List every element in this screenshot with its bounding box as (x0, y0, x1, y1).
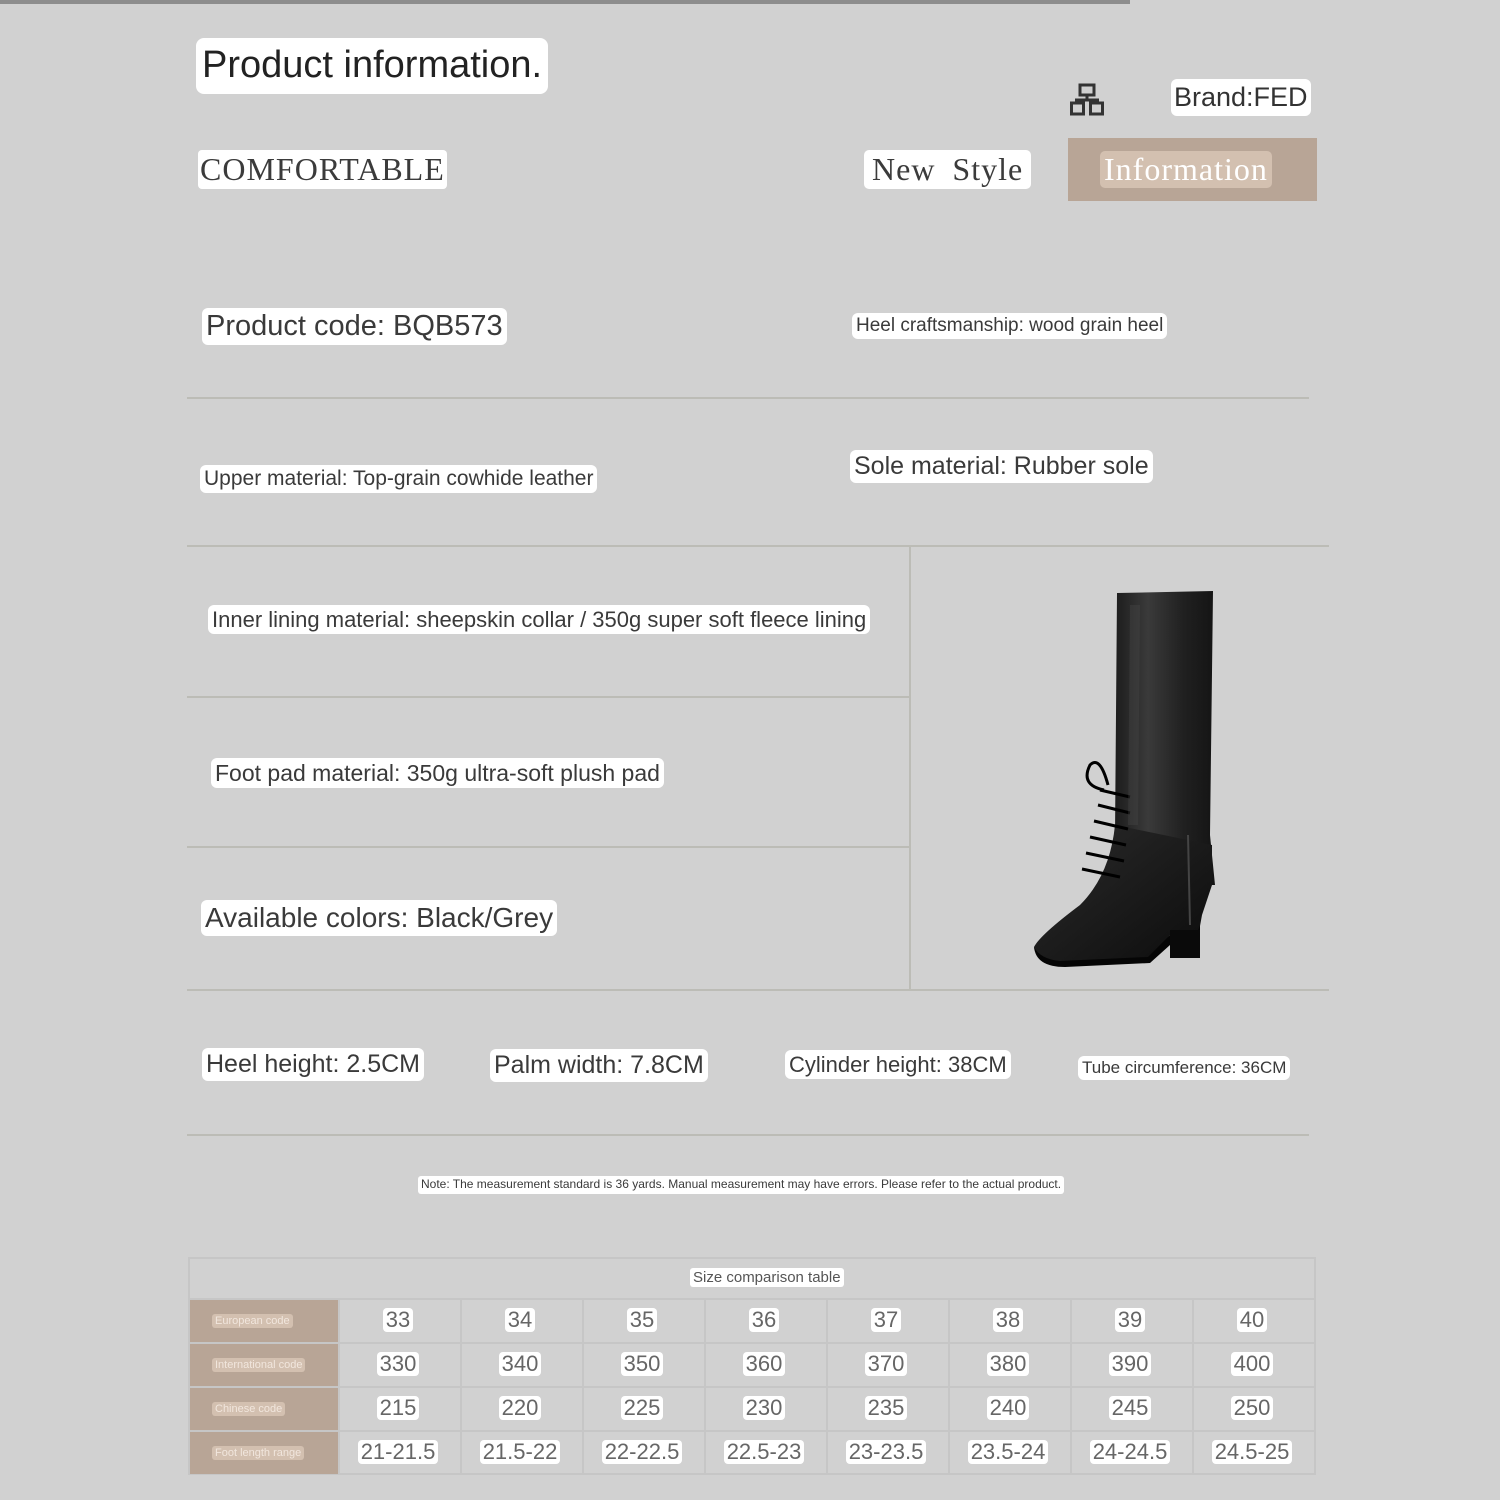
sole-material: Sole material: Rubber sole (850, 450, 1153, 483)
table-cell-value: 350 (621, 1352, 664, 1376)
table-row-divider (188, 1342, 1316, 1344)
table-cell-value: 240 (987, 1396, 1030, 1420)
table-row-header-label: Chinese code (212, 1402, 285, 1416)
table-cell (582, 1308, 702, 1332)
table-cell (948, 1396, 1068, 1420)
table-cell-value: 330 (377, 1352, 420, 1376)
product-code: Product code: BQB573 (202, 308, 507, 345)
table-cell (948, 1308, 1068, 1332)
table-cell-value: 225 (621, 1396, 664, 1420)
divider (187, 846, 909, 848)
table-row-header-label: Foot length range (212, 1446, 304, 1460)
table-row-divider (188, 1430, 1316, 1432)
table-cell-value: 230 (743, 1396, 786, 1420)
table-cell-value: 38 (993, 1308, 1023, 1332)
table-cell (704, 1396, 824, 1420)
table-cell (1070, 1396, 1190, 1420)
table-cell (1192, 1396, 1312, 1420)
page-title: Product information. (196, 38, 548, 94)
table-cell (1192, 1352, 1312, 1376)
table-cell (582, 1396, 702, 1420)
table-cell-value: 23.5-24 (968, 1440, 1049, 1464)
table-cell (948, 1352, 1068, 1376)
inner-lining-material: Inner lining material: sheepskin collar / 350g super soft fleece lining (208, 605, 870, 634)
foot-pad-material: Foot pad material: 350g ultra-soft plush pad (211, 758, 664, 788)
table-cell-value: 39 (1115, 1308, 1145, 1332)
table-cell-value: 340 (499, 1352, 542, 1376)
table-cell (704, 1308, 824, 1332)
heel-craftsmanship: Heel craftsmanship: wood grain heel (852, 313, 1167, 339)
brand-label: Brand:FED (1171, 79, 1311, 116)
table-cell-value: 21.5-22 (480, 1440, 561, 1464)
table-cell (1070, 1308, 1190, 1332)
table-cell-value: 36 (749, 1308, 779, 1332)
table-row-divider (188, 1298, 1316, 1300)
table-cell (1192, 1308, 1312, 1332)
table-cell (704, 1440, 824, 1464)
table-cell-value: 215 (377, 1396, 420, 1420)
table-cell (460, 1396, 580, 1420)
table-cell (948, 1440, 1068, 1464)
cylinder-height: Cylinder height: 38CM (785, 1050, 1011, 1079)
table-cell (582, 1440, 702, 1464)
table-cell-value: 40 (1237, 1308, 1267, 1332)
table-cell-value: 370 (865, 1352, 908, 1376)
size-table-caption: Size comparison table (690, 1268, 844, 1287)
table-cell-value: 220 (499, 1396, 542, 1420)
divider (187, 989, 1329, 991)
band-bottom-rule (0, 2, 1130, 4)
table-cell (826, 1352, 946, 1376)
heel-height: Heel height: 2.5CM (202, 1048, 424, 1081)
table-row-header-label: European code (212, 1314, 293, 1328)
measurement-note: Note: The measurement standard is 36 yards. Manual measurement may have errors. Please refer to the actual product. (418, 1176, 1064, 1194)
table-cell-value: 235 (865, 1396, 908, 1420)
table-cell-value: 35 (627, 1308, 657, 1332)
table-cell-value: 37 (871, 1308, 901, 1332)
table-cell-value: 360 (743, 1352, 786, 1376)
table-cell-value: 33 (383, 1308, 413, 1332)
table-cell-value: 23-23.5 (846, 1440, 927, 1464)
sitemap-grid-icon (1070, 83, 1104, 117)
table-cell (826, 1440, 946, 1464)
table-cell-value: 22-22.5 (602, 1440, 683, 1464)
table-cell (1070, 1352, 1190, 1376)
divider (187, 1134, 1309, 1136)
table-cell (338, 1440, 458, 1464)
divider (187, 397, 1309, 399)
available-colors: Available colors: Black/Grey (201, 900, 557, 936)
table-cell-value: 34 (505, 1308, 535, 1332)
table-cell-value: 250 (1231, 1396, 1274, 1420)
table-row-divider (188, 1386, 1316, 1388)
new-style-label: New Style (864, 150, 1031, 189)
table-cell-value: 24-24.5 (1090, 1440, 1171, 1464)
upper-material: Upper material: Top-grain cowhide leather (200, 465, 597, 493)
information-tab-label: Information (1100, 151, 1272, 188)
table-cell (704, 1352, 824, 1376)
divider (187, 696, 909, 698)
table-cell (1192, 1440, 1312, 1464)
table-row-header-label: International code (212, 1358, 305, 1372)
table-cell-value: 400 (1231, 1352, 1274, 1376)
table-cell (826, 1396, 946, 1420)
table-cell (460, 1352, 580, 1376)
table-cell-value: 24.5-25 (1212, 1440, 1293, 1464)
table-cell (338, 1396, 458, 1420)
comfortable-label: COMFORTABLE (200, 151, 445, 187)
table-cell (460, 1308, 580, 1332)
divider (187, 545, 1329, 547)
table-cell (338, 1308, 458, 1332)
table-cell-value: 390 (1109, 1352, 1152, 1376)
table-cell-value: 21-21.5 (358, 1440, 439, 1464)
boot-product-image (1020, 585, 1240, 970)
table-cell (826, 1308, 946, 1332)
table-cell-value: 380 (987, 1352, 1030, 1376)
table-cell-value: 22.5-23 (724, 1440, 805, 1464)
palm-width: Palm width: 7.8CM (490, 1049, 708, 1082)
tube-circumference: Tube circumference: 36CM (1078, 1056, 1290, 1080)
table-cell (460, 1440, 580, 1464)
vertical-divider (909, 546, 911, 990)
table-cell (1070, 1440, 1190, 1464)
table-cell (338, 1352, 458, 1376)
table-cell (582, 1352, 702, 1376)
table-cell-value: 245 (1109, 1396, 1152, 1420)
